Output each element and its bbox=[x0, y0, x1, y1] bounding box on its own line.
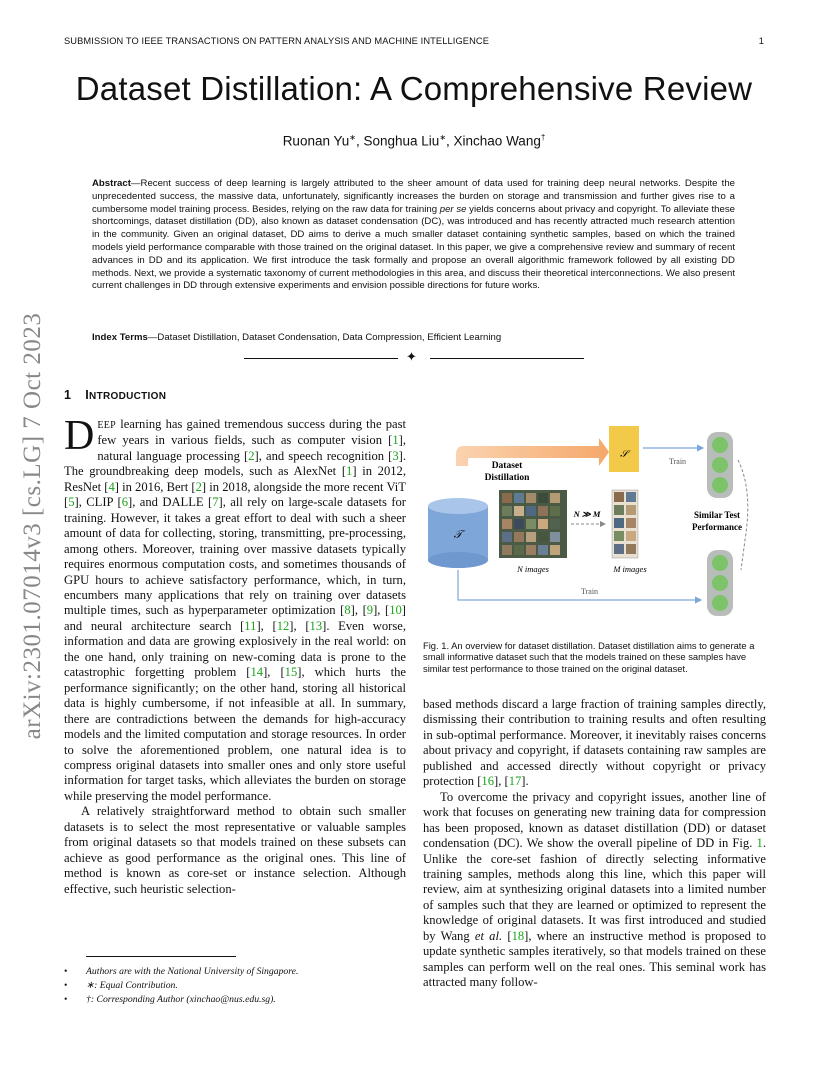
diamond-icon: ✦ bbox=[406, 350, 417, 365]
citation-link[interactable]: 2 bbox=[195, 479, 202, 494]
author-3: Xinchao Wang bbox=[453, 133, 541, 149]
citation-link[interactable]: 17 bbox=[508, 774, 522, 789]
figure-link[interactable]: 1 bbox=[756, 836, 763, 851]
train-arrow-bottom bbox=[458, 570, 701, 600]
citation-link[interactable]: 9 bbox=[366, 603, 374, 618]
traffic-light-bottom bbox=[707, 550, 733, 616]
citation-link[interactable]: 3 bbox=[392, 448, 399, 463]
footnote-2: • ∗: Equal Contribution. bbox=[64, 980, 178, 991]
arxiv-stamp: arXiv:2301.07014v3 [cs.LG] 7 Oct 2023 bbox=[19, 312, 46, 740]
citation-link[interactable]: 1 bbox=[346, 464, 353, 479]
s-label: 𝒮 bbox=[620, 449, 628, 460]
running-header bbox=[64, 36, 764, 46]
nm-label: N ≫ M bbox=[573, 509, 601, 519]
citation-link[interactable]: 14 bbox=[250, 665, 264, 680]
author-list: Ruonan Yu∗, Songhua Liu∗, Xinchao Wang† bbox=[282, 133, 546, 149]
citation-link[interactable]: 16 bbox=[481, 774, 494, 789]
citation-link[interactable]: 12 bbox=[276, 618, 290, 633]
citation-link[interactable]: 11 bbox=[244, 618, 257, 633]
traffic-light-top bbox=[707, 432, 733, 498]
paper-title: Dataset Distillation: A Comprehensive Review bbox=[75, 70, 753, 107]
author-1: Ruonan Yu bbox=[282, 133, 350, 149]
page-number: 1 bbox=[758, 36, 764, 46]
right-paragraph-1: based methods discard a large fraction of training samples directly, dismissing their contribution to training results and often resulting in sub-optimal performance. Moreover, it inevitably raises concerns about privacy and copyright, if datasets containing raw samples are published and accessed directly without copyright or privacy protection [16], [17]. bbox=[423, 697, 766, 789]
footnote-rule bbox=[86, 956, 236, 957]
citation-link[interactable]: 18 bbox=[511, 928, 525, 943]
citation-link[interactable]: 10 bbox=[389, 603, 402, 618]
index-terms: Index Terms—Dataset Distillation, Dataset Condensation, Data Compression, Efficient Learning bbox=[92, 332, 502, 343]
citation-link[interactable]: 5 bbox=[68, 495, 75, 510]
train-label-bottom: Train bbox=[581, 587, 599, 596]
dd-label-2: Distillation bbox=[484, 473, 530, 483]
abstract: Abstract—Recent success of deep learning is largely attributed to the sheer amount of data used for training deep neural networks. Despite the unprecedented success, the massive data, unfortunately, significantly increases the burden on storage and transmission and further gives rise to a cumbersome model training process. Besides, relying on the raw data for training per se yields concerns about privacy and copyright. To alleviate these shortcomings, dataset distillation (DD), also known as dataset condensation (DC), was introduced and has recently attracted much research attention in the community. Given an original dataset, DD aims to derive a much smaller dataset containing synthetic samples, based on which the trained models yield performance comparable with those trained on the original dataset. In this paper, we give a comprehensive review and summary of recent advances in DD and its application. We first introduce the task formally and propose an overall algorithmic framework followed by all existing DD methods. Next, we provide a systematic taxonomy of current methodologies in this area, and discuss their theoretical interconnections. We also present current challenges in DD through extensive experiments and envision possible directions for future works. bbox=[92, 178, 735, 292]
citation-link[interactable]: 6 bbox=[121, 495, 128, 510]
similar-label-1: Similar Test bbox=[693, 510, 741, 520]
citation-link[interactable]: 13 bbox=[309, 618, 323, 633]
train-label-top: Train bbox=[669, 457, 687, 466]
left-column-text bbox=[64, 413, 407, 897]
citation-link[interactable]: 15 bbox=[284, 665, 298, 680]
abstract-label: Abstract bbox=[92, 178, 131, 189]
drop-cap: D bbox=[64, 413, 95, 459]
section-divider bbox=[244, 350, 584, 365]
intro-paragraph-2: A relatively straightforward method to obtain such smaller datasets is to select the most representative or valuable samples from original datasets so that models trained on these subsets can achieve as good performance as the original ones. This line of method is known as core-set or instance selection. Although effective, such heuristic selection- bbox=[64, 804, 406, 896]
journal-name: SUBMISSION TO IEEE TRANSACTIONS ON PATTERN ANALYSIS AND MACHINE INTELLIGENCE bbox=[64, 36, 490, 46]
figure-caption: Fig. 1. An overview for dataset distillation. Dataset distillation aims to generate a small informative dataset such that the models trained on these samples have similar test performance to those trained on the original dataset. bbox=[423, 640, 755, 674]
dd-label-1: Dataset bbox=[491, 461, 523, 471]
t-label: 𝒯 bbox=[453, 529, 463, 541]
section-heading: 1 INTRODUCTION bbox=[64, 388, 167, 402]
citation-link[interactable]: 7 bbox=[212, 495, 219, 510]
synthetic-image-grid bbox=[612, 490, 638, 558]
footnote-3: • †: Corresponding Author (xinchao@nus.edu.sg). bbox=[64, 994, 276, 1005]
citation-link[interactable]: 4 bbox=[108, 479, 115, 494]
citation-link[interactable]: 2 bbox=[248, 448, 255, 463]
similar-label-2: Performance bbox=[692, 522, 742, 532]
n-images-label: N images bbox=[517, 564, 549, 574]
right-column-text bbox=[423, 697, 766, 991]
author-2: Songhua Liu bbox=[363, 133, 440, 149]
original-image-grid bbox=[499, 490, 567, 558]
footnote-1: • Authors are with the National University of Singapore. bbox=[64, 966, 299, 977]
citation-link[interactable]: 8 bbox=[344, 603, 351, 618]
figure-1-overview bbox=[423, 420, 766, 616]
right-paragraph-2: To overcome the privacy and copyright issues, another line of work that focuses on generating new training data for compression has been proposed, known as dataset distillation (DD) or dataset condensation (DC). We show the overall pipeline of DD in Fig. 1. Unlike the core-set fashion of directly selecting informative training samples, methods along this line, which this paper will review, aim at synthesizing original datasets into a limited number of samples such that they are learned or optimized to represent the knowledge of original datasets. It was first introduced and studied by Wang et al. [18], where an instructive method is proposed to update synthetic samples iteratively, so that models trained on these samples can perform well on the real ones. This seminal work has attracted many follow- bbox=[423, 789, 766, 990]
distill-arrow bbox=[456, 438, 609, 466]
intro-paragraph-1: DEEP learning has gained tremendous success during the past few years in various fields, such as computer vision [1], natural language processing [2], and speech recognition [3]. The groundbreaking deep models, such as AlexNet [1] in 2012, ResNet [4] in 2016, Bert [2] in 2018, alongside the more recent ViT [5], CLIP [6], and DALLE [7], all rely on large-scale datasets for training. However, it takes a great effort to deal with such a sheer amount of data for collecting, storing, transmitting, pre-processing, among others. Moreover, training over massive datasets typically requires enormous computation costs, and sometimes thousands of GPU hours to achieve satisfactory performance, which, in turn, encumbers many applications that rely on training over datasets multiple times, such as hyperparameter optimization [8], [9], [10] and neural architecture search [11], [12], [13]. Even worse, information and data are growing explosively in the real world: on the one hand, only training on new-coming data is prone to the catastrophic forgetting problem [14], [15], which hurts the performance significantly; on the other hand, storing all historical data is highly cumbersome, if not infeasible at all. In summary, there are contradictions between the demands for high-accuracy models and the limited computation and storage resources. In order to solve the aforementioned problem, one natural idea is to compress original datasets into smaller ones and only store useful information for target tasks, which alleviates the burden on storage while preserving the model performance. bbox=[64, 413, 407, 803]
citation-link[interactable]: 1 bbox=[392, 433, 399, 448]
m-images-label: M images bbox=[613, 564, 647, 574]
